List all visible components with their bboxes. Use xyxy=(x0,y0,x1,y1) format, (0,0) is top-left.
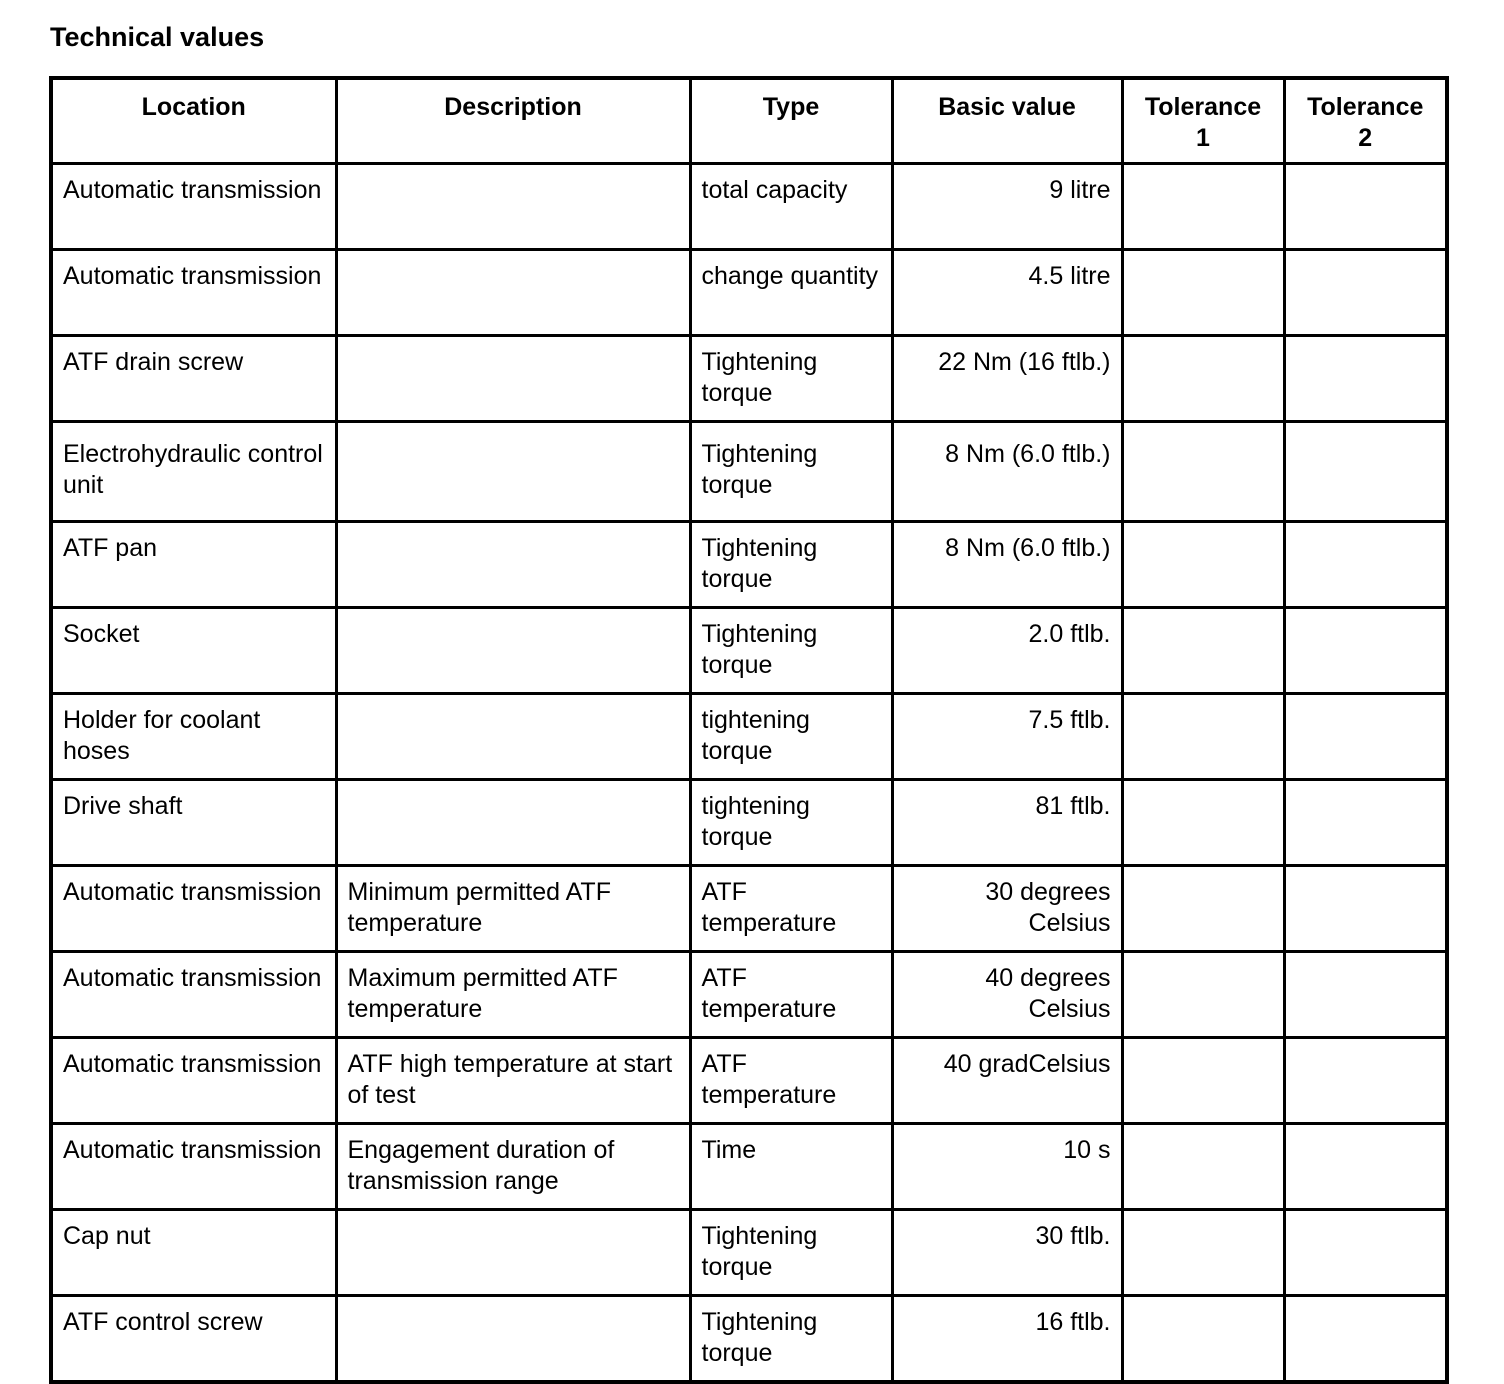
cell-type: tightening torque xyxy=(690,694,892,780)
cell-tolerance-1 xyxy=(1122,250,1284,336)
cell-tolerance-2 xyxy=(1284,1038,1447,1124)
cell-location: Automatic transmission xyxy=(51,1038,336,1124)
cell-description xyxy=(336,250,690,336)
cell-tolerance-2 xyxy=(1284,164,1447,250)
cell-basic-value: 30 degrees Celsius xyxy=(892,866,1122,952)
table-row xyxy=(51,522,1447,608)
cell-basic-value: 9 litre xyxy=(892,164,1122,250)
header-tolerance-1 xyxy=(1122,78,1284,164)
table-row xyxy=(51,250,1447,336)
cell-tolerance-2 xyxy=(1284,694,1447,780)
cell-tolerance-2 xyxy=(1284,336,1447,422)
cell-basic-value: 22 Nm (16 ftlb.) xyxy=(892,336,1122,422)
cell-basic-value: 40 degrees Celsius xyxy=(892,952,1122,1038)
cell-basic-value: 8 Nm (6.0 ftlb.) xyxy=(892,422,1122,522)
cell-description xyxy=(336,1296,690,1383)
header-description: Description xyxy=(336,78,690,164)
cell-tolerance-1 xyxy=(1122,1124,1284,1210)
cell-tolerance-2 xyxy=(1284,422,1447,522)
cell-basic-value: 81 ftlb. xyxy=(892,780,1122,866)
cell-description xyxy=(336,1210,690,1296)
cell-tolerance-1 xyxy=(1122,422,1284,522)
cell-location: Holder for coolant hoses xyxy=(51,694,336,780)
cell-type: total capacity xyxy=(690,164,892,250)
header-location: Location xyxy=(51,78,336,164)
cell-type: Tightening torque xyxy=(690,422,892,522)
cell-tolerance-2 xyxy=(1284,780,1447,866)
table-row xyxy=(51,336,1447,422)
cell-type: change quantity xyxy=(690,250,892,336)
cell-type: Tightening torque xyxy=(690,608,892,694)
cell-description: Maximum permitted ATF temperature xyxy=(336,952,690,1038)
header-tolerance-1-label: Tolerance xyxy=(1144,93,1262,121)
page-title: Technical values xyxy=(50,22,265,52)
technical-values-table xyxy=(49,76,1449,1384)
cell-tolerance-2 xyxy=(1284,1124,1447,1210)
table-row xyxy=(51,1038,1447,1124)
cell-tolerance-2 xyxy=(1284,608,1447,694)
cell-location: ATF control screw xyxy=(51,1296,336,1383)
cell-basic-value: 7.5 ftlb. xyxy=(892,694,1122,780)
cell-description xyxy=(336,780,690,866)
cell-basic-value: 10 s xyxy=(892,1124,1122,1210)
cell-tolerance-1 xyxy=(1122,694,1284,780)
table-row xyxy=(51,1296,1447,1383)
cell-location: Cap nut xyxy=(51,1210,336,1296)
cell-location: Automatic transmission xyxy=(51,1124,336,1210)
cell-basic-value: 8 Nm (6.0 ftlb.) xyxy=(892,522,1122,608)
cell-basic-value: 30 ftlb. xyxy=(892,1210,1122,1296)
cell-type: Time xyxy=(690,1124,892,1210)
table-row xyxy=(51,164,1447,250)
cell-tolerance-2 xyxy=(1284,866,1447,952)
cell-tolerance-1 xyxy=(1122,164,1284,250)
table-row xyxy=(51,1124,1447,1210)
table-row xyxy=(51,422,1447,522)
cell-description xyxy=(336,422,690,522)
cell-description xyxy=(336,694,690,780)
cell-tolerance-1 xyxy=(1122,1296,1284,1383)
cell-location: Automatic transmission xyxy=(51,866,336,952)
cell-type: ATF temperature xyxy=(690,866,892,952)
cell-location: Automatic transmission xyxy=(51,952,336,1038)
cell-basic-value: 2.0 ftlb. xyxy=(892,608,1122,694)
table-row xyxy=(51,694,1447,780)
cell-tolerance-2 xyxy=(1284,1210,1447,1296)
cell-type: Tightening torque xyxy=(690,1210,892,1296)
table-row xyxy=(51,780,1447,866)
table-row xyxy=(51,866,1447,952)
cell-description xyxy=(336,522,690,608)
header-basic-value: Basic value xyxy=(892,78,1122,164)
cell-tolerance-2 xyxy=(1284,250,1447,336)
cell-description xyxy=(336,164,690,250)
cell-tolerance-1 xyxy=(1122,336,1284,422)
cell-location: Drive shaft xyxy=(51,780,336,866)
cell-type: ATF temperature xyxy=(690,952,892,1038)
cell-basic-value: 40 gradCelsius xyxy=(892,1038,1122,1124)
cell-tolerance-1 xyxy=(1122,1038,1284,1124)
cell-tolerance-1 xyxy=(1122,780,1284,866)
cell-tolerance-2 xyxy=(1284,1296,1447,1383)
cell-tolerance-2 xyxy=(1284,522,1447,608)
table-header-row xyxy=(51,78,1447,164)
cell-type: Tightening torque xyxy=(690,1296,892,1383)
header-type: Type xyxy=(690,78,892,164)
cell-tolerance-1 xyxy=(1122,952,1284,1038)
cell-description xyxy=(336,608,690,694)
header-tolerance-2-label: Tolerance xyxy=(1307,93,1424,121)
cell-tolerance-1 xyxy=(1122,866,1284,952)
cell-location: ATF drain screw xyxy=(51,336,336,422)
cell-tolerance-2 xyxy=(1284,952,1447,1038)
cell-type: ATF temperature xyxy=(690,1038,892,1124)
header-tolerance-2 xyxy=(1284,78,1447,164)
cell-tolerance-1 xyxy=(1122,1210,1284,1296)
header-tolerance-2-number: 2 xyxy=(1358,124,1373,152)
cell-description: Engagement duration of transmission range xyxy=(336,1124,690,1210)
cell-basic-value: 4.5 litre xyxy=(892,250,1122,336)
cell-tolerance-1 xyxy=(1122,522,1284,608)
header-tolerance-1-number: 1 xyxy=(1196,124,1210,152)
cell-type: Tightening torque xyxy=(690,336,892,422)
cell-location: Socket xyxy=(51,608,336,694)
table-row xyxy=(51,608,1447,694)
table-row xyxy=(51,1210,1447,1296)
cell-location: Electrohydraulic control unit xyxy=(51,422,336,522)
cell-type: Tightening torque xyxy=(690,522,892,608)
cell-description: Minimum permitted ATF temperature xyxy=(336,866,690,952)
cell-basic-value: 16 ftlb. xyxy=(892,1296,1122,1383)
cell-tolerance-1 xyxy=(1122,608,1284,694)
cell-location: Automatic transmission xyxy=(51,250,336,336)
cell-description: ATF high temperature at start of test xyxy=(336,1038,690,1124)
cell-description xyxy=(336,336,690,422)
cell-location: Automatic transmission xyxy=(51,164,336,250)
cell-location: ATF pan xyxy=(51,522,336,608)
cell-type: tightening torque xyxy=(690,780,892,866)
table-row xyxy=(51,952,1447,1038)
